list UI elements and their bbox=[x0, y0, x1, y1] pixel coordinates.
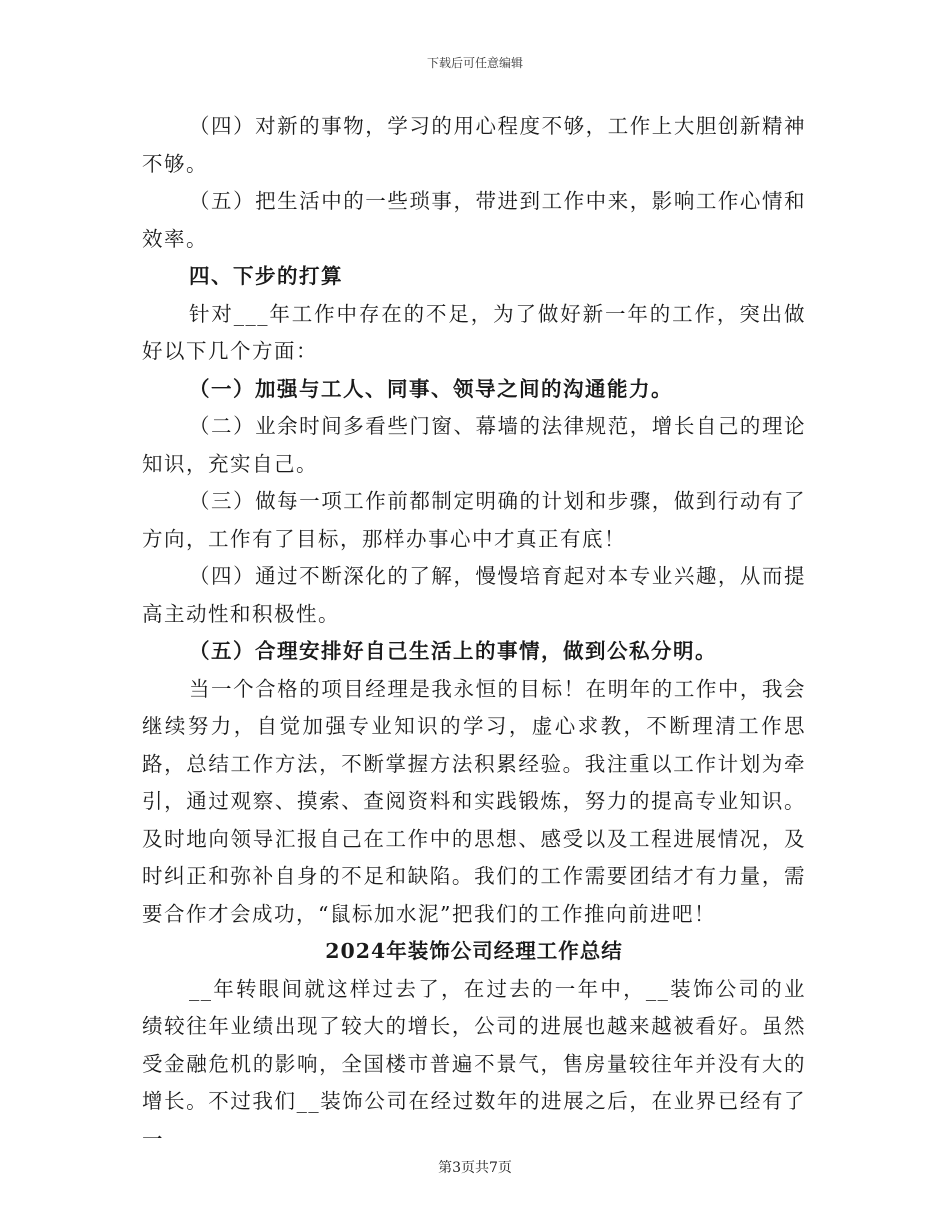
paragraph-4: （四）对新的事物，学习的用心程度不够，工作上大胆创新精神不够。 bbox=[142, 114, 806, 176]
plan-item-5: （五）合理安排好自己生活上的事情，做到公私分明。 bbox=[189, 639, 717, 663]
plan-item-3: （三）做每一项工作前都制定明确的计划和步骤，做到行动有了方向，工作有了目标，那样办事心中才真正有底！ bbox=[142, 489, 806, 551]
document-title: 2024年装饰公司经理工作总结 bbox=[325, 939, 623, 963]
plan-item-1: （一）加强与工人、同事、领导之间的沟通能力。 bbox=[189, 376, 673, 401]
closing-paragraph: 当一个合格的项目经理是我永恒的目标！在明年的工作中，我会继续努力，自觉加强专业知识的学习，虚心求教，不断理清工作思路，总结工作方法，不断掌握方法积累经验。我注重以工作计划为牵引，通过观察、摸索、查阅资料和实践锻炼，努力的提高专业知识。及时地向领导汇报自己在工作中的思想、感受以及工程进展情况，及时纠正和弥补自身的不足和缺陷。我们的工作需要团结才有力量，需要合作才会成功，“鼠标加水泥”把我们的工作推向前进吧！ bbox=[142, 676, 806, 926]
page-header: 下载后可任意编辑 bbox=[426, 56, 523, 70]
paragraph-intro: 针对___年工作中存在的不足，为了做好新一年的工作，突出做好以下几个方面： bbox=[142, 301, 806, 363]
plan-item-2: （二）业余时间多看些门窗、幕墙的法律规范，增长自己的理论知识，充实自己。 bbox=[142, 414, 806, 476]
document-body bbox=[142, 108, 806, 1158]
summary-paragraph: __年转眼间就这样过去了，在过去的一年中，__装饰公司的业绩较往年业绩出现了较大的增长，公司的进展也越来越被看好。虽然受金融危机的影响，全国楼市普遍不景气，售房量较往年并没有大的增长。不过我们__装饰公司在经过数年的进展之后，在业界已经有了一 bbox=[142, 976, 806, 1151]
paragraph-5: （五）把生活中的一些琐事，带进到工作中来，影响工作心情和效率。 bbox=[142, 189, 806, 251]
plan-item-4: （四）通过不断深化的了解，慢慢培育起对本专业兴趣，从而提高主动性和积极性。 bbox=[142, 564, 806, 626]
page-number: 第3页共7页 bbox=[438, 1160, 512, 1176]
section-heading-next-steps: 四、下步的打算 bbox=[189, 264, 343, 288]
